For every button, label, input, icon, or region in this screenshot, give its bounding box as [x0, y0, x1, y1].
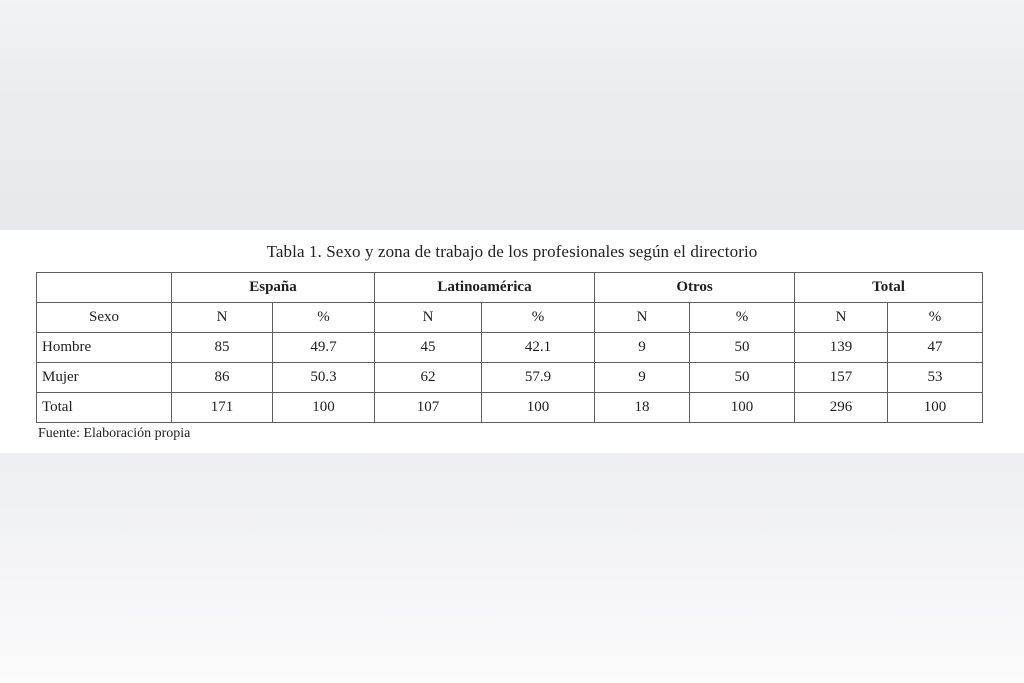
cell-mujer-latinoamerica-pct: 57.9	[482, 363, 595, 393]
cell-total-latinoamerica-pct: 100	[482, 393, 595, 423]
cell-hombre-otros-n: 9	[595, 333, 690, 363]
table-row-mujer	[37, 363, 983, 393]
source-note: Fuente: Elaboración propia	[38, 426, 191, 441]
cell-hombre-espana-pct: 49.7	[273, 333, 375, 363]
group-header-espana: España	[172, 273, 375, 303]
group-header-row	[37, 273, 983, 303]
cell-total-otros-n: 18	[595, 393, 690, 423]
col-header-total-n: N	[795, 303, 888, 333]
corner-cell	[37, 273, 172, 303]
cell-mujer-total-n: 157	[795, 363, 888, 393]
row-label-total: Total	[37, 393, 172, 423]
col-header-latinoamerica-pct: %	[482, 303, 595, 333]
cell-total-espana-pct: 100	[273, 393, 375, 423]
cell-mujer-otros-n: 9	[595, 363, 690, 393]
table-row-hombre	[37, 333, 983, 363]
sub-header-row	[37, 303, 983, 333]
cell-hombre-latinoamerica-n: 45	[375, 333, 482, 363]
cell-total-otros-pct: 100	[690, 393, 795, 423]
group-header-total: Total	[795, 273, 983, 303]
cell-hombre-latinoamerica-pct: 42.1	[482, 333, 595, 363]
cell-mujer-latinoamerica-n: 62	[375, 363, 482, 393]
col-header-espana-n: N	[172, 303, 273, 333]
cell-total-latinoamerica-n: 107	[375, 393, 482, 423]
row-dimension-label: Sexo	[37, 303, 172, 333]
group-header-otros: Otros	[595, 273, 795, 303]
col-header-latinoamerica-n: N	[375, 303, 482, 333]
cell-hombre-otros-pct: 50	[690, 333, 795, 363]
document-page-panel	[0, 230, 1024, 453]
cell-hombre-total-n: 139	[795, 333, 888, 363]
row-label-hombre: Hombre	[37, 333, 172, 363]
col-header-total-pct: %	[888, 303, 983, 333]
cell-mujer-espana-n: 86	[172, 363, 273, 393]
group-header-latinoamerica: Latinoamérica	[375, 273, 595, 303]
col-header-otros-n: N	[595, 303, 690, 333]
cell-total-total-n: 296	[795, 393, 888, 423]
cell-total-total-pct: 100	[888, 393, 983, 423]
cell-mujer-otros-pct: 50	[690, 363, 795, 393]
col-header-espana-pct: %	[273, 303, 375, 333]
cell-hombre-espana-n: 85	[172, 333, 273, 363]
sex-zone-table	[36, 272, 983, 423]
cell-mujer-total-pct: 53	[888, 363, 983, 393]
cell-total-espana-n: 171	[172, 393, 273, 423]
row-label-mujer: Mujer	[37, 363, 172, 393]
cell-hombre-total-pct: 47	[888, 333, 983, 363]
table-row-total	[37, 393, 983, 423]
cell-mujer-espana-pct: 50.3	[273, 363, 375, 393]
col-header-otros-pct: %	[690, 303, 795, 333]
table-caption: Tabla 1. Sexo y zona de trabajo de los profesionales según el directorio	[266, 242, 758, 261]
